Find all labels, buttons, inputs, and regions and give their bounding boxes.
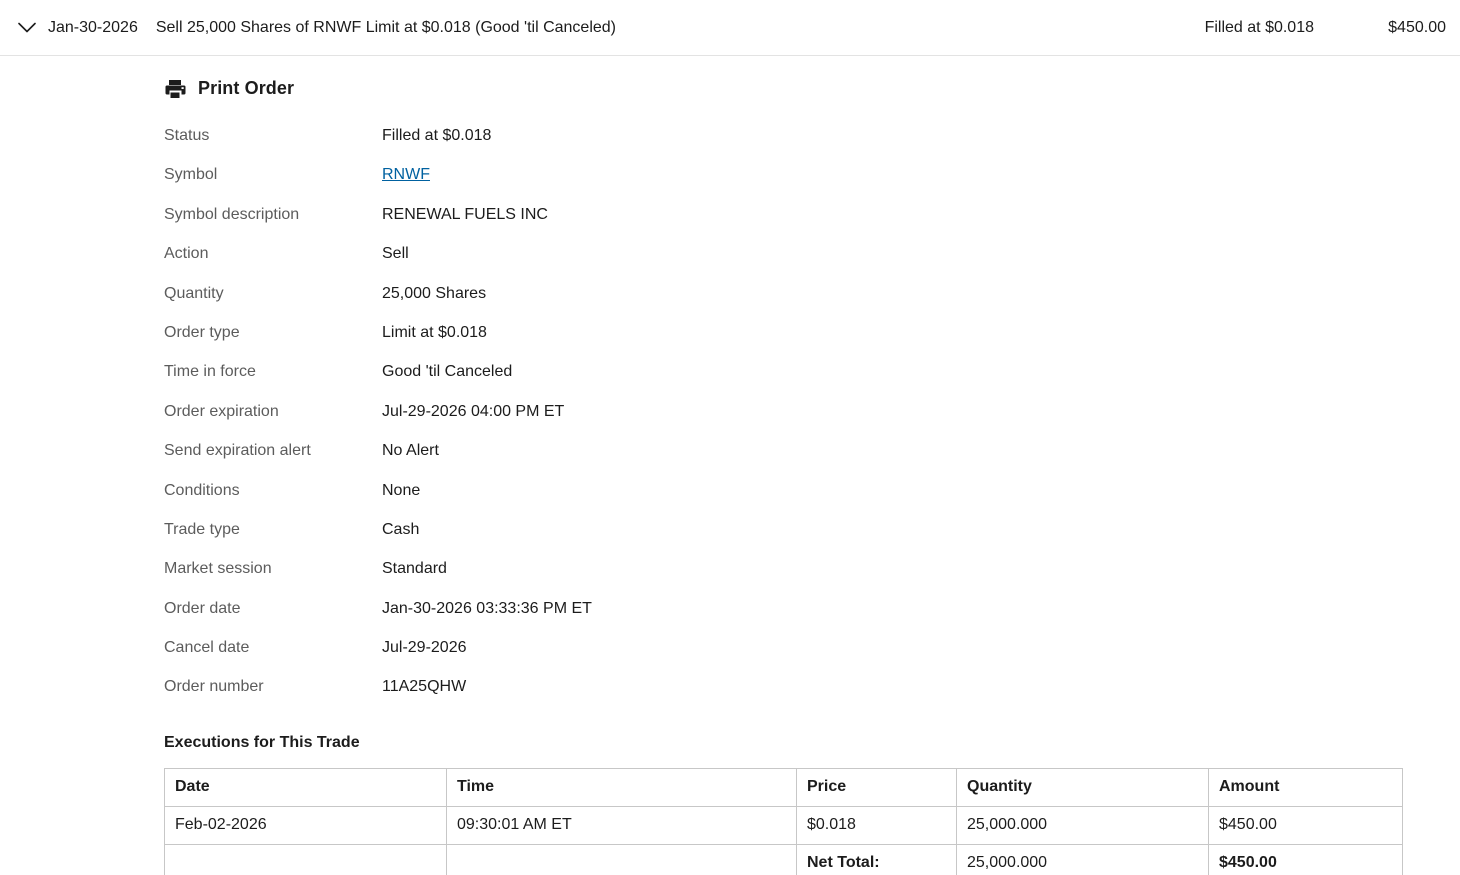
cell-date: Feb-02-2026	[165, 806, 447, 844]
print-order-label: Print Order	[198, 78, 295, 98]
detail-label: Time in force	[164, 363, 256, 381]
column-header-price: Price	[797, 768, 957, 806]
detail-row-order-type	[164, 322, 1460, 361]
net-total-label: Net Total:	[797, 844, 957, 875]
cell-quantity: 25,000.000	[957, 806, 1209, 844]
detail-value: Filled at $0.018	[382, 127, 492, 144]
detail-row-order-number	[164, 676, 1460, 715]
detail-value: Limit at $0.018	[382, 323, 487, 341]
detail-label: Symbol	[164, 166, 218, 184]
detail-value: 25,000 Shares	[382, 284, 487, 302]
detail-label: Action	[164, 245, 209, 263]
detail-label: Cancel date	[164, 639, 250, 657]
detail-label: Order number	[164, 678, 264, 696]
detail-row-order-expiration	[164, 401, 1460, 440]
column-header-amount: Amount	[1209, 768, 1403, 806]
detail-row-symbol	[164, 164, 1460, 203]
net-total-quantity: 25,000.000	[957, 844, 1209, 875]
detail-value: Jul-29-2026	[382, 639, 467, 657]
detail-row-time-in-force	[164, 361, 1460, 400]
cell-amount: $450.00	[1209, 806, 1403, 844]
detail-value: None	[382, 481, 421, 499]
detail-value: Jan-30-2026 03:33:36 PM ET	[382, 599, 592, 617]
detail-row-trade-type	[164, 519, 1460, 558]
detail-value	[382, 164, 430, 186]
detail-value: 11A25QHW	[382, 678, 467, 696]
order-detail-list	[164, 125, 1460, 716]
detail-row-market-session	[164, 558, 1460, 597]
detail-row-send-expiration-alert	[164, 440, 1460, 479]
column-header-date: Date	[165, 768, 447, 806]
detail-row-status	[164, 125, 1460, 164]
detail-label: Market session	[164, 560, 272, 578]
cell-time: 09:30:01 AM ET	[447, 806, 797, 844]
detail-row-quantity	[164, 283, 1460, 322]
detail-label: Status	[164, 127, 210, 144]
detail-label: Symbol description	[164, 205, 300, 223]
order-amount: $450.00	[1388, 18, 1446, 36]
detail-label: Order type	[164, 323, 240, 341]
chevron-down-icon[interactable]	[14, 15, 40, 41]
detail-label: Quantity	[164, 284, 224, 302]
symbol-link[interactable]: RNWF	[382, 166, 430, 184]
detail-value: Good 'til Canceled	[382, 363, 513, 381]
net-total-amount: $450.00	[1209, 844, 1403, 875]
detail-value: Sell	[382, 245, 409, 263]
printer-icon	[164, 79, 186, 99]
order-status: Filled at $0.018	[1204, 18, 1314, 36]
column-header-quantity: Quantity	[957, 768, 1209, 806]
total-empty-cell-1	[165, 844, 447, 875]
detail-value: No Alert	[382, 442, 439, 460]
executions-title: Executions for This Trade	[164, 733, 360, 751]
order-date: Jan-30-2026	[48, 18, 138, 36]
detail-row-action	[164, 243, 1460, 282]
detail-row-cancel-date	[164, 637, 1460, 676]
detail-label: Order expiration	[164, 402, 279, 420]
table-header-row	[165, 768, 1403, 806]
detail-row-order-date	[164, 598, 1460, 637]
executions-table	[164, 768, 1403, 875]
detail-value: RENEWAL FUELS INC	[382, 205, 548, 223]
order-detail-body	[0, 56, 1460, 875]
detail-value: Jul-29-2026 04:00 PM ET	[382, 402, 565, 420]
detail-row-symbol-description	[164, 204, 1460, 243]
table-row	[165, 806, 1403, 844]
cell-price: $0.018	[797, 806, 957, 844]
detail-value: Standard	[382, 560, 447, 578]
detail-value: Cash	[382, 520, 420, 538]
print-order-button[interactable]	[164, 78, 354, 99]
detail-row-conditions	[164, 480, 1460, 519]
detail-label: Order date	[164, 599, 241, 617]
total-empty-cell-2	[447, 844, 797, 875]
table-total-row	[165, 844, 1403, 875]
detail-label: Trade type	[164, 520, 240, 538]
detail-label: Send expiration alert	[164, 442, 311, 460]
order-summary-row[interactable]	[0, 0, 1460, 56]
order-description: Sell 25,000 Shares of RNWF Limit at $0.018 (Good 'til Canceled)	[155, 18, 617, 36]
detail-label: Conditions	[164, 481, 240, 499]
column-header-time: Time	[447, 768, 797, 806]
